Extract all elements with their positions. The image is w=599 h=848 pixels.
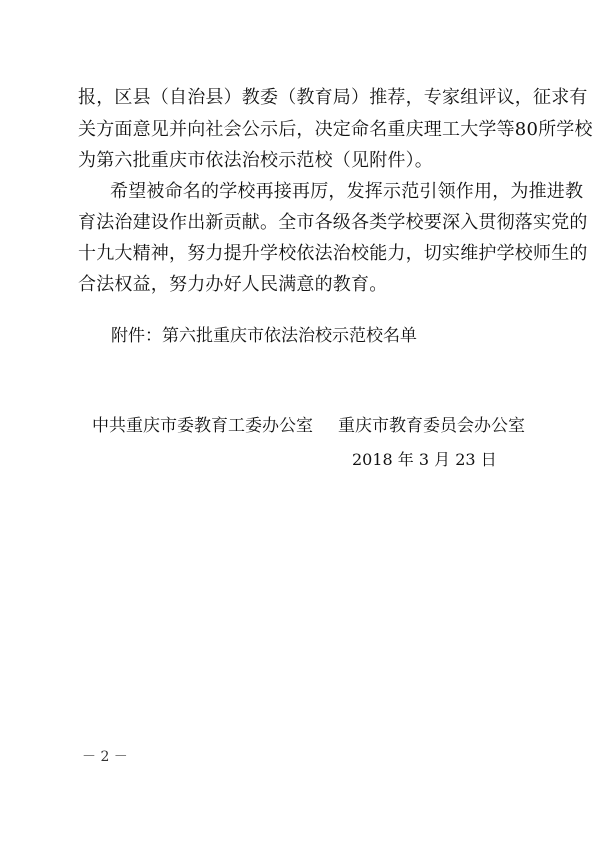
page-number: － 2 － (82, 749, 128, 765)
paragraph-2-line-1: 希望被命名的学校再接再厉，发挥示范引领作用，为推进教 (110, 181, 584, 202)
paragraph-2-line-2: 育法治建设作出新贡献。全市各级各类学校要深入贯彻落实党的 (78, 212, 588, 233)
attachment-line: 附件：第六批重庆市依法治校示范校名单 (111, 326, 417, 346)
paragraph-1-line-3: 为第六批重庆市依法治校示范校（见附件）。 (78, 150, 433, 171)
paragraph-1-line-2: 关方面意见并向社会公示后，决定命名重庆理工大学等80所学校 (78, 119, 593, 140)
signature-org-1: 中共重庆市委教育工委办公室 (92, 416, 313, 436)
paragraph-2-line-3: 十九大精神，努力提升学校依法治校能力，切实维护学校师生的 (78, 243, 588, 264)
signature-org-2: 重庆市教育委员会办公室 (338, 416, 525, 436)
paragraph-1-line-1: 报，区县（自治县）教委（教育局）推荐，专家组评议，征求有 (78, 87, 588, 108)
signature-date: 2018 年 3 月 23 日 (352, 450, 497, 469)
paragraph-2-line-4: 合法权益，努力办好人民满意的教育。 (78, 274, 388, 295)
